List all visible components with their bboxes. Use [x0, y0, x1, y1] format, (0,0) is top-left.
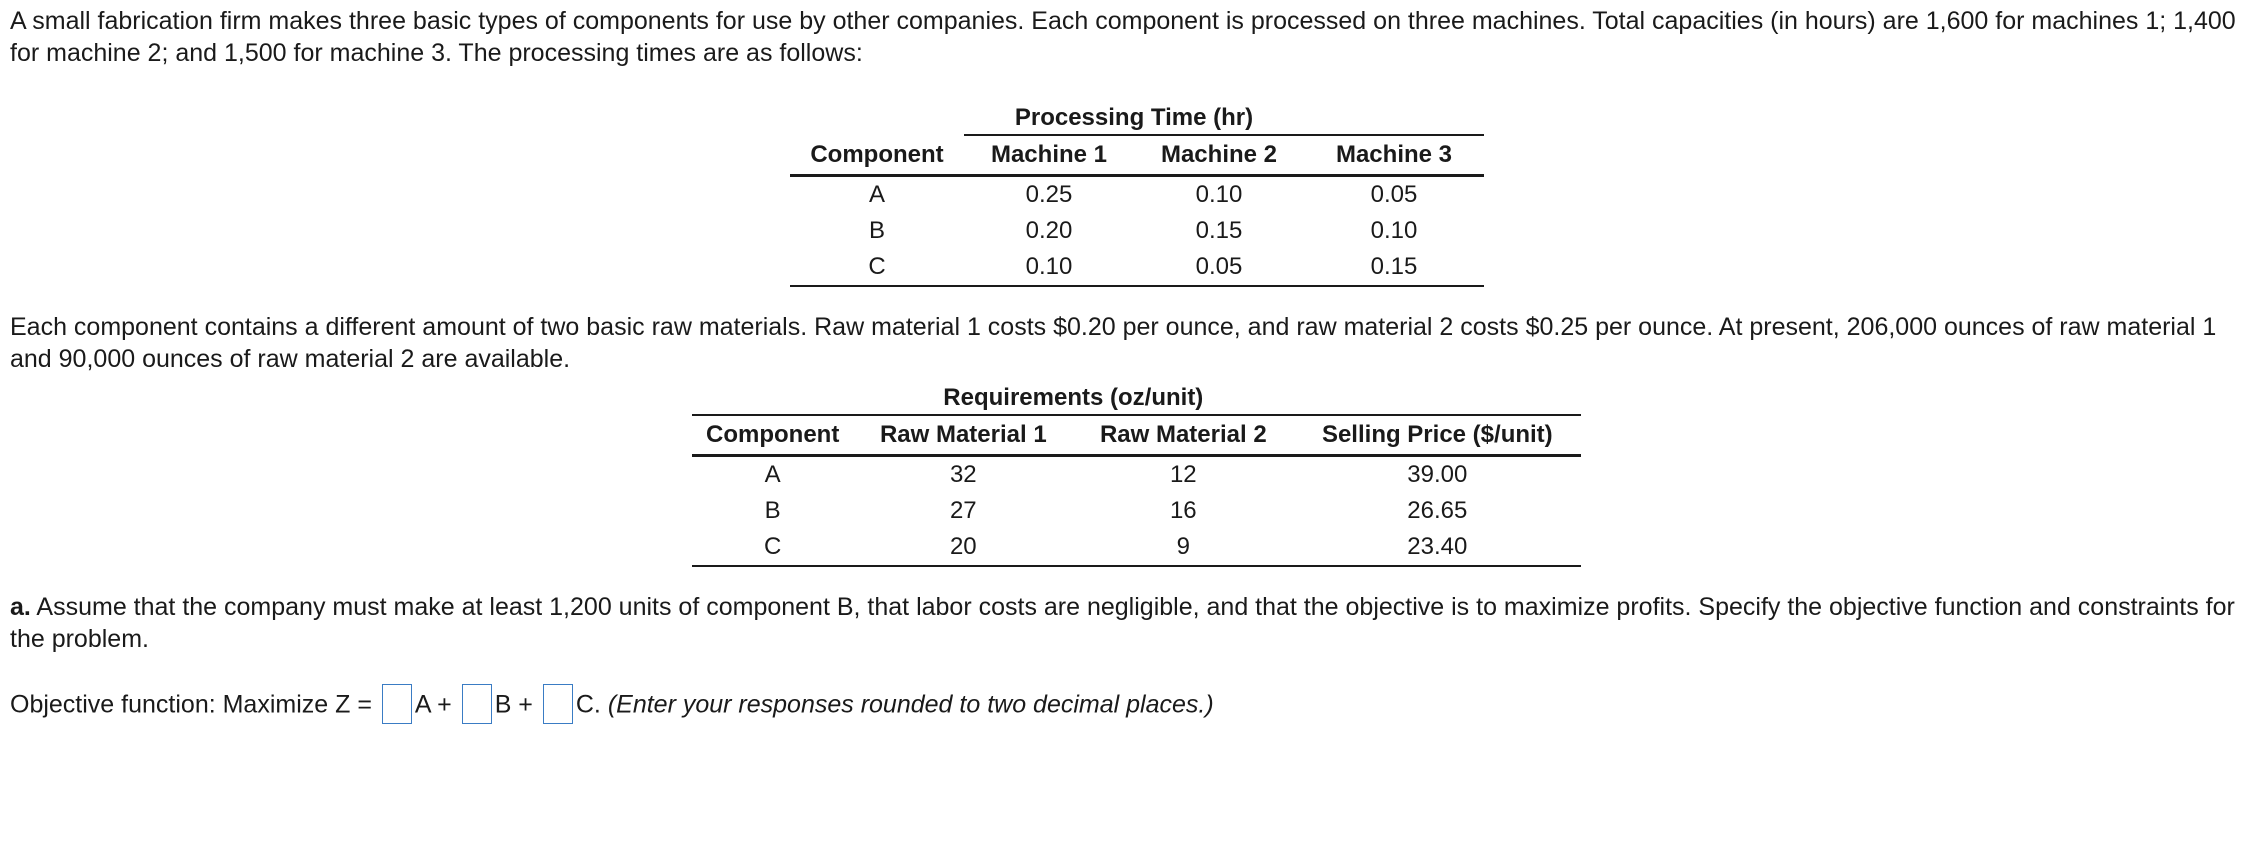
part-a-paragraph	[10, 591, 2250, 655]
table-cell: 39.00	[1407, 461, 1468, 488]
table-cell: B	[764, 497, 781, 524]
part-a-label: a.	[10, 593, 31, 621]
column-header: Component	[790, 135, 964, 176]
table-cell: A	[764, 461, 781, 488]
table-cell: 0.15	[1195, 217, 1243, 244]
table-cell: 9	[1073, 529, 1293, 566]
intro-paragraph: A small fabrication firm makes three basic types of components for use by other companies. Each component is processed on three machines. Total capacities (in hours) are 1,600 for machines 1; 1,400 for machine 2; and 1,500 for machine 3. The processing times are as follows:	[10, 7, 2236, 67]
table-cell: 0.10	[964, 249, 1134, 286]
table-cell: 20	[853, 529, 1073, 566]
materials-paragraph: Each component contains a different amount of two basic raw materials. Raw material 1 costs $0.20 per ounce, and raw material 2 costs $0.25 per ounce. At present, 206,000 ounces of raw material 1 and 90,000 ounces of raw material 2 are available.	[10, 313, 2217, 373]
table-cell: A	[868, 181, 885, 208]
column-header: Machine 3	[1304, 135, 1484, 176]
table-cell: 16	[1169, 497, 1197, 524]
column-header: Machine 1	[964, 135, 1134, 176]
coefficient-c-input[interactable]	[543, 684, 573, 724]
coefficient-b-input[interactable]	[462, 684, 492, 724]
table-cell: 0.10	[1370, 217, 1418, 244]
objective-prefix: Objective function: Maximize Z =	[10, 690, 379, 719]
table-cell: 0.10	[1195, 181, 1243, 208]
group-header-spacer	[1293, 376, 1581, 415]
term-a-label: A +	[414, 690, 459, 719]
table-row	[692, 456, 1581, 494]
column-header: Raw Material 2	[1073, 415, 1293, 456]
processing-time-table	[790, 96, 1484, 287]
table-cell: 0.20	[1025, 217, 1073, 244]
table-row	[790, 176, 1484, 214]
requirements-group-header: Requirements (oz/unit)	[943, 384, 1204, 411]
coefficient-a-input[interactable]	[382, 684, 412, 724]
table-row	[790, 213, 1484, 249]
processing-time-group-header: Processing Time (hr)	[964, 96, 1304, 135]
table-cell: C	[692, 529, 853, 566]
table-cell: 0.05	[1370, 181, 1418, 208]
table-row	[692, 493, 1581, 529]
rounding-hint: (Enter your responses rounded to two decimal places.)	[607, 690, 1214, 719]
column-header: Component	[692, 415, 853, 456]
table-row	[790, 249, 1484, 286]
table-cell: 27	[949, 497, 977, 524]
table-row	[692, 529, 1581, 566]
objective-function-line	[10, 686, 2250, 726]
table-cell: 0.05	[1134, 249, 1304, 286]
table-cell: B	[868, 217, 885, 244]
column-header: Machine 2	[1134, 135, 1304, 176]
table-cell: 26.65	[1407, 497, 1468, 524]
table-cell: C	[790, 249, 964, 286]
table-cell: 0.15	[1304, 249, 1484, 286]
table-cell: 12	[1169, 461, 1197, 488]
table-cell: 23.40	[1293, 529, 1581, 566]
table-cell: 0.25	[1025, 181, 1073, 208]
group-header-rule	[1304, 96, 1484, 135]
table-corner	[790, 96, 964, 135]
column-header: Raw Material 1	[853, 415, 1073, 456]
table-corner	[692, 376, 853, 415]
table-cell: 32	[949, 461, 977, 488]
column-header: Selling Price ($/unit)	[1293, 415, 1581, 456]
requirements-table	[692, 376, 1581, 567]
part-a-text: Assume that the company must make at least 1,200 units of component B, that labor costs are negligible, and that the objective is to maximize profits. Specify the objective function and constraints for the problem.	[10, 593, 2235, 653]
term-c-label: C.	[575, 690, 608, 719]
term-b-label: B +	[494, 690, 540, 719]
